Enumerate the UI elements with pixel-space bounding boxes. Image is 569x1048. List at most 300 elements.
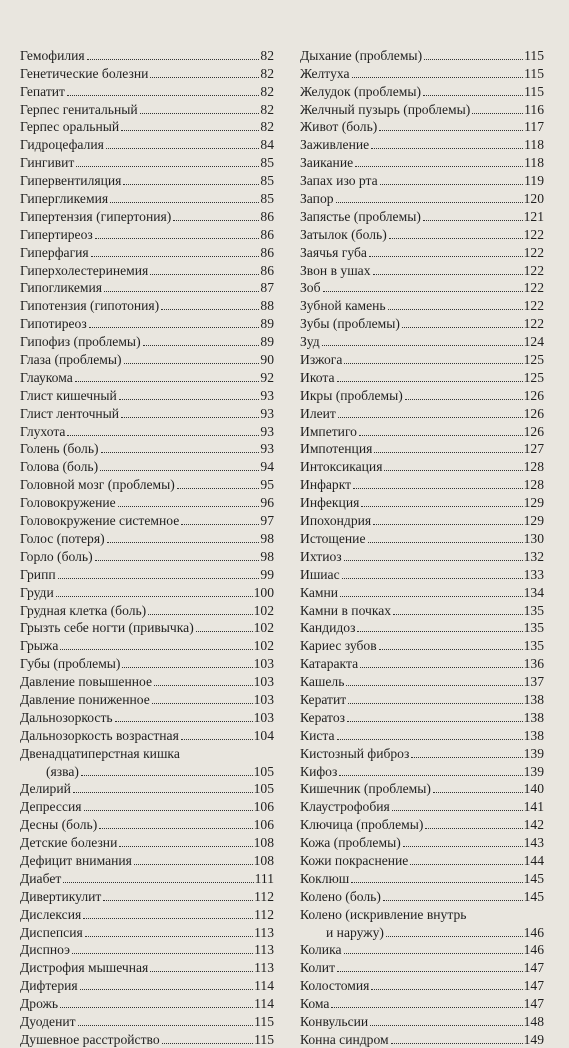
dot-leader (181, 523, 259, 525)
index-term: Камни (300, 584, 339, 600)
index-entry (300, 619, 544, 637)
index-page-number: 103 (253, 691, 274, 707)
index-term: Кандидоз (300, 620, 356, 636)
index-term: Детские болезни (20, 835, 118, 851)
index-term: Головной мозг (проблемы) (20, 477, 175, 493)
dot-leader (353, 487, 523, 489)
index-term: Давление пониженное (20, 691, 150, 707)
index-entry (300, 511, 544, 529)
dot-leader (379, 648, 523, 650)
index-page-number: 126 (523, 405, 544, 421)
index-page-number: 115 (254, 1013, 274, 1029)
dot-leader (405, 398, 523, 400)
index-entry (20, 887, 274, 905)
dot-leader (80, 988, 253, 990)
index-page-number: 135 (523, 602, 544, 618)
index-entry (300, 708, 544, 726)
dot-leader (134, 863, 253, 865)
index-page-number: 128 (523, 477, 544, 493)
index-page-number: 105 (253, 763, 274, 779)
index-entry (20, 619, 274, 637)
dot-leader (344, 362, 522, 364)
index-entry (300, 279, 544, 297)
index-term: Колено (искривление внутрь (300, 906, 467, 922)
index-page-number: 98 (260, 530, 274, 546)
index-page-number: 115 (524, 65, 544, 81)
index-entry (20, 475, 274, 493)
index-page-number: 139 (523, 763, 544, 779)
index-entry (20, 440, 274, 458)
dot-leader (58, 577, 260, 579)
index-page-number: 144 (523, 852, 544, 868)
index-page-number: 148 (523, 1013, 544, 1029)
index-page-number: 94 (260, 459, 274, 475)
index-page-number: 103 (253, 656, 274, 672)
dot-leader (154, 684, 253, 686)
index-term: Заикание (300, 155, 354, 171)
index-page-number: 99 (260, 566, 274, 582)
dot-leader (373, 523, 522, 525)
index-page-number: 142 (523, 817, 544, 833)
dot-leader (360, 666, 523, 668)
index-entry (300, 654, 544, 672)
index-term: Грызть себе ногти (привычка) (20, 620, 194, 636)
index-term: Гипервентиляция (20, 173, 122, 189)
index-entry (300, 690, 544, 708)
index-page-number: 97 (260, 513, 274, 529)
index-entry (300, 171, 544, 189)
index-page-number: 102 (253, 620, 274, 636)
index-term: Дрожь (20, 996, 59, 1012)
index-entry (300, 744, 544, 762)
index-term: Гиперхолестеринемия (20, 262, 149, 278)
index-page-number: 125 (523, 369, 544, 385)
index-page-number: 137 (523, 674, 544, 690)
index-term: Импетиго (300, 423, 357, 439)
index-page-number: 145 (523, 870, 544, 886)
index-page-number: 85 (260, 173, 274, 189)
index-term: Желудок (проблемы) (300, 83, 422, 99)
index-page-number: 138 (523, 727, 544, 743)
dot-leader (110, 201, 259, 203)
index-page-number: 82 (260, 47, 274, 63)
index-entry (300, 547, 544, 565)
dot-leader (388, 308, 523, 310)
index-term: Губы (проблемы) (20, 656, 121, 672)
dot-leader (424, 58, 523, 60)
index-term: Зубы (проблемы) (300, 316, 400, 332)
index-entry (20, 547, 274, 565)
dot-leader (347, 720, 523, 722)
index-page-number: 88 (260, 298, 274, 314)
index-entry (300, 225, 544, 243)
index-term: Грыжа (20, 638, 59, 654)
dot-leader (67, 434, 259, 436)
index-page-number: 115 (524, 47, 544, 63)
index-entry (300, 994, 544, 1012)
index-page-number: 138 (523, 691, 544, 707)
index-entry (300, 100, 544, 118)
index-page-number: 92 (260, 369, 274, 385)
index-term: Киста (300, 727, 335, 743)
dot-leader (389, 237, 523, 239)
index-term: Конна синдром (300, 1031, 389, 1047)
index-entry (20, 905, 274, 923)
index-page-number: 147 (523, 978, 544, 994)
index-term: Клаустрофобия (300, 799, 390, 815)
dot-leader (374, 451, 522, 453)
index-entry (300, 976, 544, 994)
dot-leader (322, 344, 523, 346)
dot-leader (352, 76, 524, 78)
index-term: Зуд (300, 334, 320, 350)
index-entry (300, 958, 544, 976)
index-page-number: 113 (254, 960, 274, 976)
index-term: Ишиас (300, 566, 340, 582)
index-entry (20, 118, 274, 136)
index-term: Гепатит (20, 83, 65, 99)
index-term: Ипохондрия (300, 513, 372, 529)
index-entry (20, 797, 274, 815)
dot-leader (100, 469, 259, 471)
index-entry (20, 386, 274, 404)
index-page-number: 141 (523, 799, 544, 815)
index-page-number: 87 (260, 280, 274, 296)
index-entry (300, 1012, 544, 1030)
dot-leader (99, 827, 252, 829)
index-entry (20, 135, 274, 153)
index-term: Гиперфагия (20, 244, 89, 260)
index-entry (20, 261, 274, 279)
index-page-number: 149 (523, 1031, 544, 1047)
dot-leader (337, 738, 523, 740)
index-term: Зубной камень (300, 298, 386, 314)
dot-leader (67, 94, 259, 96)
index-term: Конвульсии (300, 1013, 369, 1029)
index-term: Генетические болезни (20, 65, 149, 81)
index-page-number: 115 (524, 83, 544, 99)
index-entry (300, 583, 544, 601)
dot-leader (81, 774, 253, 776)
index-term: Душевное расстройство (20, 1031, 160, 1047)
dot-leader (103, 899, 253, 901)
index-term: Депрессия (20, 799, 82, 815)
index-entry (20, 851, 274, 869)
index-page-number: 118 (524, 137, 544, 153)
index-page-number: 102 (253, 602, 274, 618)
index-entry (300, 780, 544, 798)
index-term: Желчный пузырь (проблемы) (300, 101, 471, 117)
index-entry (300, 261, 544, 279)
index-entry (20, 457, 274, 475)
index-term: Гипогликемия (20, 280, 103, 296)
index-entry (20, 690, 274, 708)
index-page-number: 126 (523, 423, 544, 439)
index-term: Глаза (проблемы) (20, 352, 122, 368)
index-term: Звон в ушах (300, 262, 371, 278)
index-page-number: 86 (260, 208, 274, 224)
dot-leader (337, 970, 523, 972)
index-term: Диспепсия (20, 924, 83, 940)
index-term: Головокружение системное (20, 513, 180, 529)
dot-leader (402, 326, 523, 328)
dot-leader (384, 469, 522, 471)
index-page-number: 145 (523, 888, 544, 904)
index-entry (300, 762, 544, 780)
index-entry (300, 46, 544, 64)
index-entry (20, 279, 274, 297)
index-page-number: 133 (523, 566, 544, 582)
dot-leader (150, 76, 259, 78)
index-page-number: 114 (254, 978, 274, 994)
dot-leader (472, 112, 523, 114)
index-entry (20, 225, 274, 243)
index-page-number: 113 (254, 942, 274, 958)
dot-leader (336, 201, 523, 203)
dot-leader (403, 845, 523, 847)
index-term: Гипертензия (гипертония) (20, 208, 172, 224)
index-entry (300, 135, 544, 153)
index-term: Ключица (проблемы) (300, 817, 424, 833)
dot-leader (177, 487, 260, 489)
index-term: Затылок (боль) (300, 226, 387, 242)
index-term: Глаукома (20, 369, 73, 385)
index-term: Дислексия (20, 906, 82, 922)
index-entry (300, 941, 544, 959)
dot-leader (95, 559, 260, 561)
index-entry (20, 833, 274, 851)
index-page-number: 122 (523, 226, 544, 242)
dot-leader (392, 809, 523, 811)
index-page-number: 126 (523, 387, 544, 403)
index-term: Грудная клетка (боль) (20, 602, 147, 618)
dot-leader (63, 881, 253, 883)
index-term: Запах изо рта (300, 173, 378, 189)
index-page-number: 104 (253, 727, 274, 743)
dot-leader (351, 881, 522, 883)
index-page-number: 146 (523, 942, 544, 958)
dot-leader (361, 505, 522, 507)
index-page-number: 93 (260, 405, 274, 421)
index-page-number: 122 (523, 280, 544, 296)
index-entry (20, 869, 274, 887)
dot-leader (122, 666, 252, 668)
index-term: Гипотензия (гипотония) (20, 298, 160, 314)
index-term: Дифтерия (20, 978, 78, 994)
dot-leader (323, 290, 523, 292)
index-entry (300, 368, 544, 386)
index-entry (300, 118, 544, 136)
index-term: Илеит (300, 405, 336, 421)
index-entry (300, 869, 544, 887)
index-entry (20, 565, 274, 583)
dot-leader (152, 702, 253, 704)
dot-leader (369, 255, 523, 257)
dot-leader (87, 58, 260, 60)
index-page-number: 82 (260, 101, 274, 117)
index-entry (300, 422, 544, 440)
index-page-number: 136 (523, 656, 544, 672)
index-entry (20, 762, 274, 780)
index-term: Кифоз (300, 763, 338, 779)
index-page-number: 122 (523, 262, 544, 278)
index-term: Ихтиоз (300, 548, 342, 564)
index-page-number: 122 (523, 244, 544, 260)
index-term: Дальнозоркость (20, 709, 113, 725)
index-entry (20, 815, 274, 833)
index-page-number: 143 (523, 835, 544, 851)
index-page-number: 90 (260, 352, 274, 368)
index-term: Импотенция (300, 441, 373, 457)
index-term: Голова (боль) (20, 459, 99, 475)
index-column-right (300, 46, 544, 1048)
index-term: Гипергликемия (20, 191, 109, 207)
dot-leader (371, 147, 523, 149)
index-entry (20, 207, 274, 225)
index-entry (300, 243, 544, 261)
dot-leader (75, 380, 260, 382)
dot-leader (76, 165, 259, 167)
index-term: Заячья губа (300, 244, 367, 260)
dot-leader (344, 952, 523, 954)
index-entry (300, 601, 544, 619)
index-page-number: 135 (523, 638, 544, 654)
index-entry (20, 941, 274, 959)
index-entry (300, 726, 544, 744)
dot-leader (433, 791, 523, 793)
dot-leader (72, 952, 253, 954)
index-term: Кариес зубов (300, 638, 377, 654)
index-entry (300, 404, 544, 422)
index-entry (20, 368, 274, 386)
index-page-number: 103 (253, 709, 274, 725)
index-entry (300, 851, 544, 869)
index-term: Гидроцефалия (20, 137, 104, 153)
index-entry (20, 332, 274, 350)
index-term: Груди (20, 584, 54, 600)
index-page-number: 118 (524, 155, 544, 171)
index-term: Делирий (20, 781, 71, 797)
index-term: Колит (300, 960, 336, 976)
index-page-number: 128 (523, 459, 544, 475)
index-entry (300, 207, 544, 225)
index-entry (300, 457, 544, 475)
index-entry (20, 296, 274, 314)
index-page-number: 82 (260, 65, 274, 81)
index-term: Кистозный фиброз (300, 745, 410, 761)
dot-leader (150, 970, 253, 972)
dot-leader (173, 219, 259, 221)
index-page-number: 100 (253, 584, 274, 600)
index-entry (20, 314, 274, 332)
dot-leader (107, 541, 260, 543)
index-page-number: 98 (260, 548, 274, 564)
dot-leader (104, 290, 259, 292)
index-page-number: 111 (254, 870, 274, 886)
index-entry (20, 636, 274, 654)
index-page-number: 89 (260, 334, 274, 350)
index-entry (20, 404, 274, 422)
index-page-number: 85 (260, 155, 274, 171)
index-page-number: 113 (254, 924, 274, 940)
index-entry (300, 887, 544, 905)
dot-leader (344, 559, 523, 561)
index-page-number: 146 (523, 924, 544, 940)
index-entry-term-line (300, 905, 544, 923)
index-term: Глист кишечный (20, 387, 117, 403)
index-entry (20, 654, 274, 672)
index-page-number: 119 (524, 173, 544, 189)
dot-leader (60, 1006, 253, 1008)
dot-leader (368, 541, 523, 543)
index-entry (20, 780, 274, 798)
index-term: Зоб (300, 280, 321, 296)
dot-leader (371, 988, 522, 990)
index-term: Инфаркт (300, 477, 352, 493)
dot-leader (101, 451, 260, 453)
index-term: Десны (боль) (20, 817, 98, 833)
index-entry (300, 440, 544, 458)
index-entry (300, 386, 544, 404)
index-term: Дальнозоркость возрастная (20, 727, 179, 743)
dot-leader (150, 273, 259, 275)
index-entry (300, 815, 544, 833)
dot-leader (56, 595, 253, 597)
dot-leader (391, 1042, 523, 1044)
index-page-number: 82 (260, 83, 274, 99)
index-term: Диспноэ (20, 942, 70, 958)
index-entry (20, 153, 274, 171)
index-term: Дистрофия мышечная (20, 960, 149, 976)
index-term: Гингивит (20, 155, 75, 171)
dot-leader (342, 577, 523, 579)
index-term: Кашель (300, 674, 345, 690)
index-page-number: 122 (523, 298, 544, 314)
index-entry (20, 82, 274, 100)
index-entry (300, 565, 544, 583)
dot-leader (340, 595, 523, 597)
index-page-number: 86 (260, 262, 274, 278)
index-term: Икры (проблемы) (300, 387, 403, 403)
dot-leader (181, 738, 253, 740)
dot-leader (348, 702, 522, 704)
index-term: Кератоз (300, 709, 345, 725)
index-entry (300, 64, 544, 82)
dot-leader (355, 165, 523, 167)
index-page-number: 121 (523, 208, 544, 224)
dot-leader (162, 1042, 253, 1044)
index-entry (20, 583, 274, 601)
dot-leader (196, 630, 253, 632)
index-page-number: 86 (260, 226, 274, 242)
index-entry (300, 189, 544, 207)
index-term: Истощение (300, 530, 366, 546)
index-term: Колостомия (300, 978, 370, 994)
dot-leader (423, 219, 523, 221)
dot-leader (123, 183, 259, 185)
index-term: Глист ленточный (20, 405, 120, 421)
index-page-number: 93 (260, 441, 274, 457)
index-term: Живот (боль) (300, 119, 378, 135)
index-term: Кожи покраснение (300, 852, 409, 868)
index-term: Гемофилия (20, 47, 85, 63)
index-entry (300, 153, 544, 171)
index-page-number: 115 (254, 1031, 274, 1047)
index-entry (300, 797, 544, 815)
index-entry (20, 171, 274, 189)
dot-leader (425, 827, 522, 829)
index-entry (20, 100, 274, 118)
